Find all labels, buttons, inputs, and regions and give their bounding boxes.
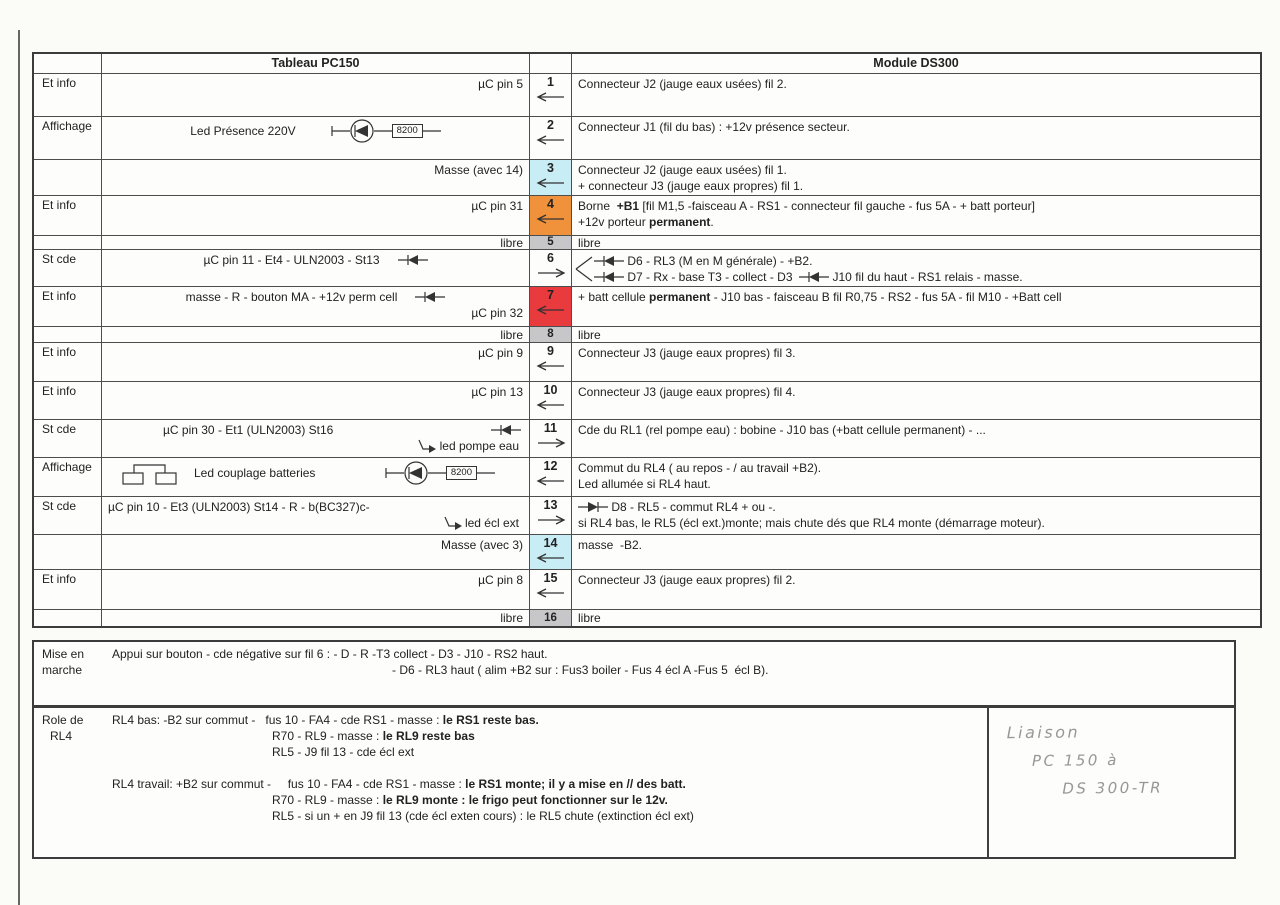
row-label: Et info [34, 74, 102, 116]
header-tableau-pc150: Tableau PC150 [102, 54, 530, 73]
row-label [34, 236, 102, 249]
table-row-4 [34, 195, 1260, 235]
role-rl4-box [32, 706, 1236, 859]
row-label [34, 327, 102, 342]
pc150-cell: Led couplage batteries 8200 [102, 458, 530, 496]
table-row-9 [34, 342, 1260, 381]
direction-arrow-left-icon [536, 400, 566, 410]
wire-number: 9 [547, 344, 554, 358]
ds300-cell: masse -B2. [578, 537, 643, 552]
bend-icon [442, 516, 462, 530]
direction-arrow-left-icon [536, 135, 566, 145]
wire-number-cell [530, 117, 572, 159]
led-icon [330, 119, 392, 143]
pc150-cell: µC pin 5 [102, 74, 530, 116]
row-label: Et info [34, 570, 102, 609]
wire-number: 16 [544, 611, 557, 624]
mise-en-marche-content [112, 642, 1234, 705]
ds300-cell: Connecteur J3 (jauge eaux propres) fil 2. [578, 572, 796, 587]
direction-arrow-left-icon [536, 92, 566, 102]
header-label-column [34, 54, 102, 73]
row-label: Et info [34, 382, 102, 419]
ds300-cell: D8 - RL5 - commut RL4 + ou -. si RL4 bas, le RL5 (écl ext.)monte; mais chute dés que RL4 monte (démarrage moteur). [578, 499, 1045, 530]
wire-number-cell [530, 420, 572, 457]
ds300-cell: + batt cellule permanent - J10 bas - faisceau B fil R0,75 - RS2 - fus 5A - fil M10 - +Batt cell [578, 289, 1062, 304]
pc150-cell: Led Présence 220V 8200 [102, 117, 530, 159]
wire-number: 1 [547, 75, 554, 89]
wire-number-cell [530, 74, 572, 116]
row-label [34, 160, 102, 195]
lead-icon [423, 119, 441, 143]
wire-number: 13 [543, 498, 558, 512]
table-row-16 [34, 609, 1260, 626]
wire-number-cell [530, 236, 572, 249]
row-label: Affichage [34, 117, 102, 159]
pc150-cell: Masse (avec 3) [102, 535, 530, 569]
wire-number: 14 [543, 536, 558, 550]
wire-number-cell [530, 610, 572, 626]
wire-number-cell [530, 382, 572, 419]
ds300-cell: Borne +B1 [fil M1,5 -faisceau A - RS1 - connecteur fil gauche - fus 5A - + batt porteur] +12v porteur permanent . [578, 198, 1035, 229]
table-row-8 [34, 326, 1260, 342]
table-row-14 [34, 534, 1260, 569]
table-row-2 [34, 116, 1260, 159]
wire-number-cell [530, 343, 572, 381]
section-line: RL5 - J9 fil 13 - cde écl ext [272, 745, 415, 759]
wire-number: 3 [547, 161, 554, 175]
diode-right-icon [578, 501, 608, 513]
wire-number-cell [530, 287, 572, 326]
wire-number: 12 [543, 459, 558, 473]
ds300-cell: Connecteur J3 (jauge eaux propres) fil 4. [578, 384, 796, 399]
row-label: St cde [34, 420, 102, 457]
diode-left-icon [594, 271, 624, 283]
section-line: RL4 travail: +B2 sur commut - fus 10 - FA4 - cde RS1 - masse : le RS1 monte; il y a mise en // des batt. [112, 777, 686, 791]
direction-arrow-right-icon [536, 515, 566, 525]
row-label [34, 535, 102, 569]
wire-number: 15 [543, 571, 558, 585]
lead-icon [477, 461, 495, 485]
pc150-cell: µC pin 13 [102, 382, 530, 419]
ds300-cell: Connecteur J3 (jauge eaux propres) fil 3. [578, 345, 796, 360]
wire-number-cell [530, 250, 572, 286]
section-line: - D6 - RL3 haut ( alim +B2 sur : Fus3 boiler - Fus 4 écl A -Fus 5 écl B). [392, 663, 769, 677]
direction-arrow-left-icon [536, 588, 566, 598]
wire-number: 8 [547, 328, 554, 340]
section-line: RL4 bas: -B2 sur commut - fus 10 - FA4 - cde RS1 - masse : le RS1 reste bas. [112, 713, 539, 727]
wire-number-cell [530, 196, 572, 235]
section-line: RL5 - si un + en J9 fil 13 (cde écl exten cours) : le RL5 chute (extinction écl ext) [272, 809, 694, 823]
mise-en-marche-box [32, 640, 1236, 707]
wire-number-cell [530, 327, 572, 342]
ds300-cell: Connecteur J2 (jauge eaux usées) fil 1. + connecteur J3 (jauge eaux propres) fil 1. [578, 162, 804, 193]
direction-arrow-right-icon [536, 438, 566, 448]
wire-number: 4 [547, 197, 554, 211]
direction-arrow-left-icon [536, 214, 566, 224]
wire-number: 5 [547, 236, 554, 248]
pc150-cell: µC pin 10 - Et3 (ULN2003) St14 - R - b(BC327)c- led écl ext [102, 497, 530, 534]
wire-number: 2 [547, 118, 554, 132]
mise-en-marche-label: Mise en marche [42, 647, 85, 677]
pc150-cell: µC pin 11 - Et4 - ULN2003 - St13 [102, 250, 530, 286]
diode-left-icon [398, 254, 428, 266]
header-wire-number-column [530, 54, 572, 73]
table-row-1 [34, 73, 1260, 116]
wire-number-cell [530, 535, 572, 569]
header-module-ds300: Module DS300 [873, 56, 959, 70]
wire-number: 11 [543, 421, 558, 435]
ds300-cell: libre [578, 611, 601, 625]
table-row-7 [34, 286, 1260, 326]
diode-left-icon [415, 291, 445, 303]
pc150-cell: µC pin 8 [102, 570, 530, 609]
pc150-cell: µC pin 9 [102, 343, 530, 381]
pc150-cell: libre [102, 236, 530, 249]
table-row-5 [34, 235, 1260, 249]
table-row-15 [34, 569, 1260, 609]
table-row-6 [34, 249, 1260, 286]
table-row-13 [34, 496, 1260, 534]
section-line: R70 - RL9 - masse : le RL9 monte : le frigo peut fonctionner sur le 12v. [272, 793, 668, 807]
ds300-cell: libre [578, 236, 601, 249]
section-line: R70 - RL9 - masse : le RL9 reste bas [272, 729, 475, 743]
diode-left-icon [491, 424, 521, 436]
ds300-cell: Connecteur J1 (fil du bas) : +12v présence secteur. [578, 119, 850, 134]
scan-edge-line [18, 30, 20, 905]
ds300-cell: Connecteur J2 (jauge eaux usées) fil 2. [578, 76, 787, 91]
wire-number-cell [530, 570, 572, 609]
pc150-cell: libre [102, 327, 530, 342]
direction-arrow-left-icon [536, 476, 566, 486]
table-row-12 [34, 457, 1260, 496]
role-rl4-label: Role de RL4 [42, 713, 84, 743]
ds300-cell: Cde du RL1 (rel pompe eau) : bobine - J10 bas (+batt cellule permanent) - ... [578, 422, 986, 437]
direction-arrow-left-icon [536, 553, 566, 563]
table-header-row [34, 54, 1260, 73]
row-label: Affichage [34, 458, 102, 496]
direction-arrow-left-icon [536, 361, 566, 371]
resistor-value: 8200 [446, 466, 477, 480]
ds300-cell: D6 - RL3 (M en M générale) - +B2. D7 - Rx - base T3 - collect - D3 J10 fil du haut - RS1 relais - masse. [572, 250, 1260, 286]
wire-number: 7 [547, 288, 554, 302]
section-line: Appui sur bouton - cde négative sur fil 6 : - D - R -T3 collect - D3 - J10 - RS2 haut. [112, 647, 548, 661]
row-label: Et info [34, 343, 102, 381]
table-row-10 [34, 381, 1260, 419]
wire-number-cell [530, 160, 572, 195]
diode-left-icon [594, 255, 624, 267]
resistor-value: 8200 [392, 124, 423, 138]
bend-icon [416, 439, 436, 453]
handwritten-note: Liaison PC 150 à DS 300-TR [1006, 722, 1164, 798]
ds300-cell: Commut du RL4 ( au repos - / au travail +B2). Led allumée si RL4 haut. [578, 460, 822, 491]
row-label: Et info [34, 196, 102, 235]
pc150-cell: libre [102, 610, 530, 626]
wire-number: 10 [543, 383, 558, 397]
direction-arrow-left-icon [536, 305, 566, 315]
branch-lines-icon [574, 253, 594, 285]
row-label [34, 610, 102, 626]
direction-arrow-right-icon [536, 268, 566, 278]
wire-number-cell [530, 458, 572, 496]
direction-arrow-left-icon [536, 178, 566, 188]
row-label: Et info [34, 287, 102, 326]
wire-number-cell [530, 497, 572, 534]
table-row-3 [34, 159, 1260, 195]
wiring-table [32, 52, 1262, 628]
table-row-11 [34, 419, 1260, 457]
pc150-cell: µC pin 31 [102, 196, 530, 235]
ds300-cell: libre [578, 327, 601, 342]
pc150-cell: Masse (avec 14) [102, 160, 530, 195]
row-label: St cde [34, 497, 102, 534]
diode-left-icon [799, 271, 829, 283]
wire-number: 6 [547, 251, 554, 265]
row-label: St cde [34, 250, 102, 286]
handwritten-note-cell [987, 706, 1236, 859]
batteries-icon [122, 460, 178, 486]
table-body [34, 73, 1260, 626]
pc150-cell: masse - R - bouton MA - +12v perm cell µC pin 32 [102, 287, 530, 326]
pc150-cell: µC pin 30 - Et1 (ULN2003) St16 led pompe eau [102, 420, 530, 457]
led-icon [384, 461, 446, 485]
